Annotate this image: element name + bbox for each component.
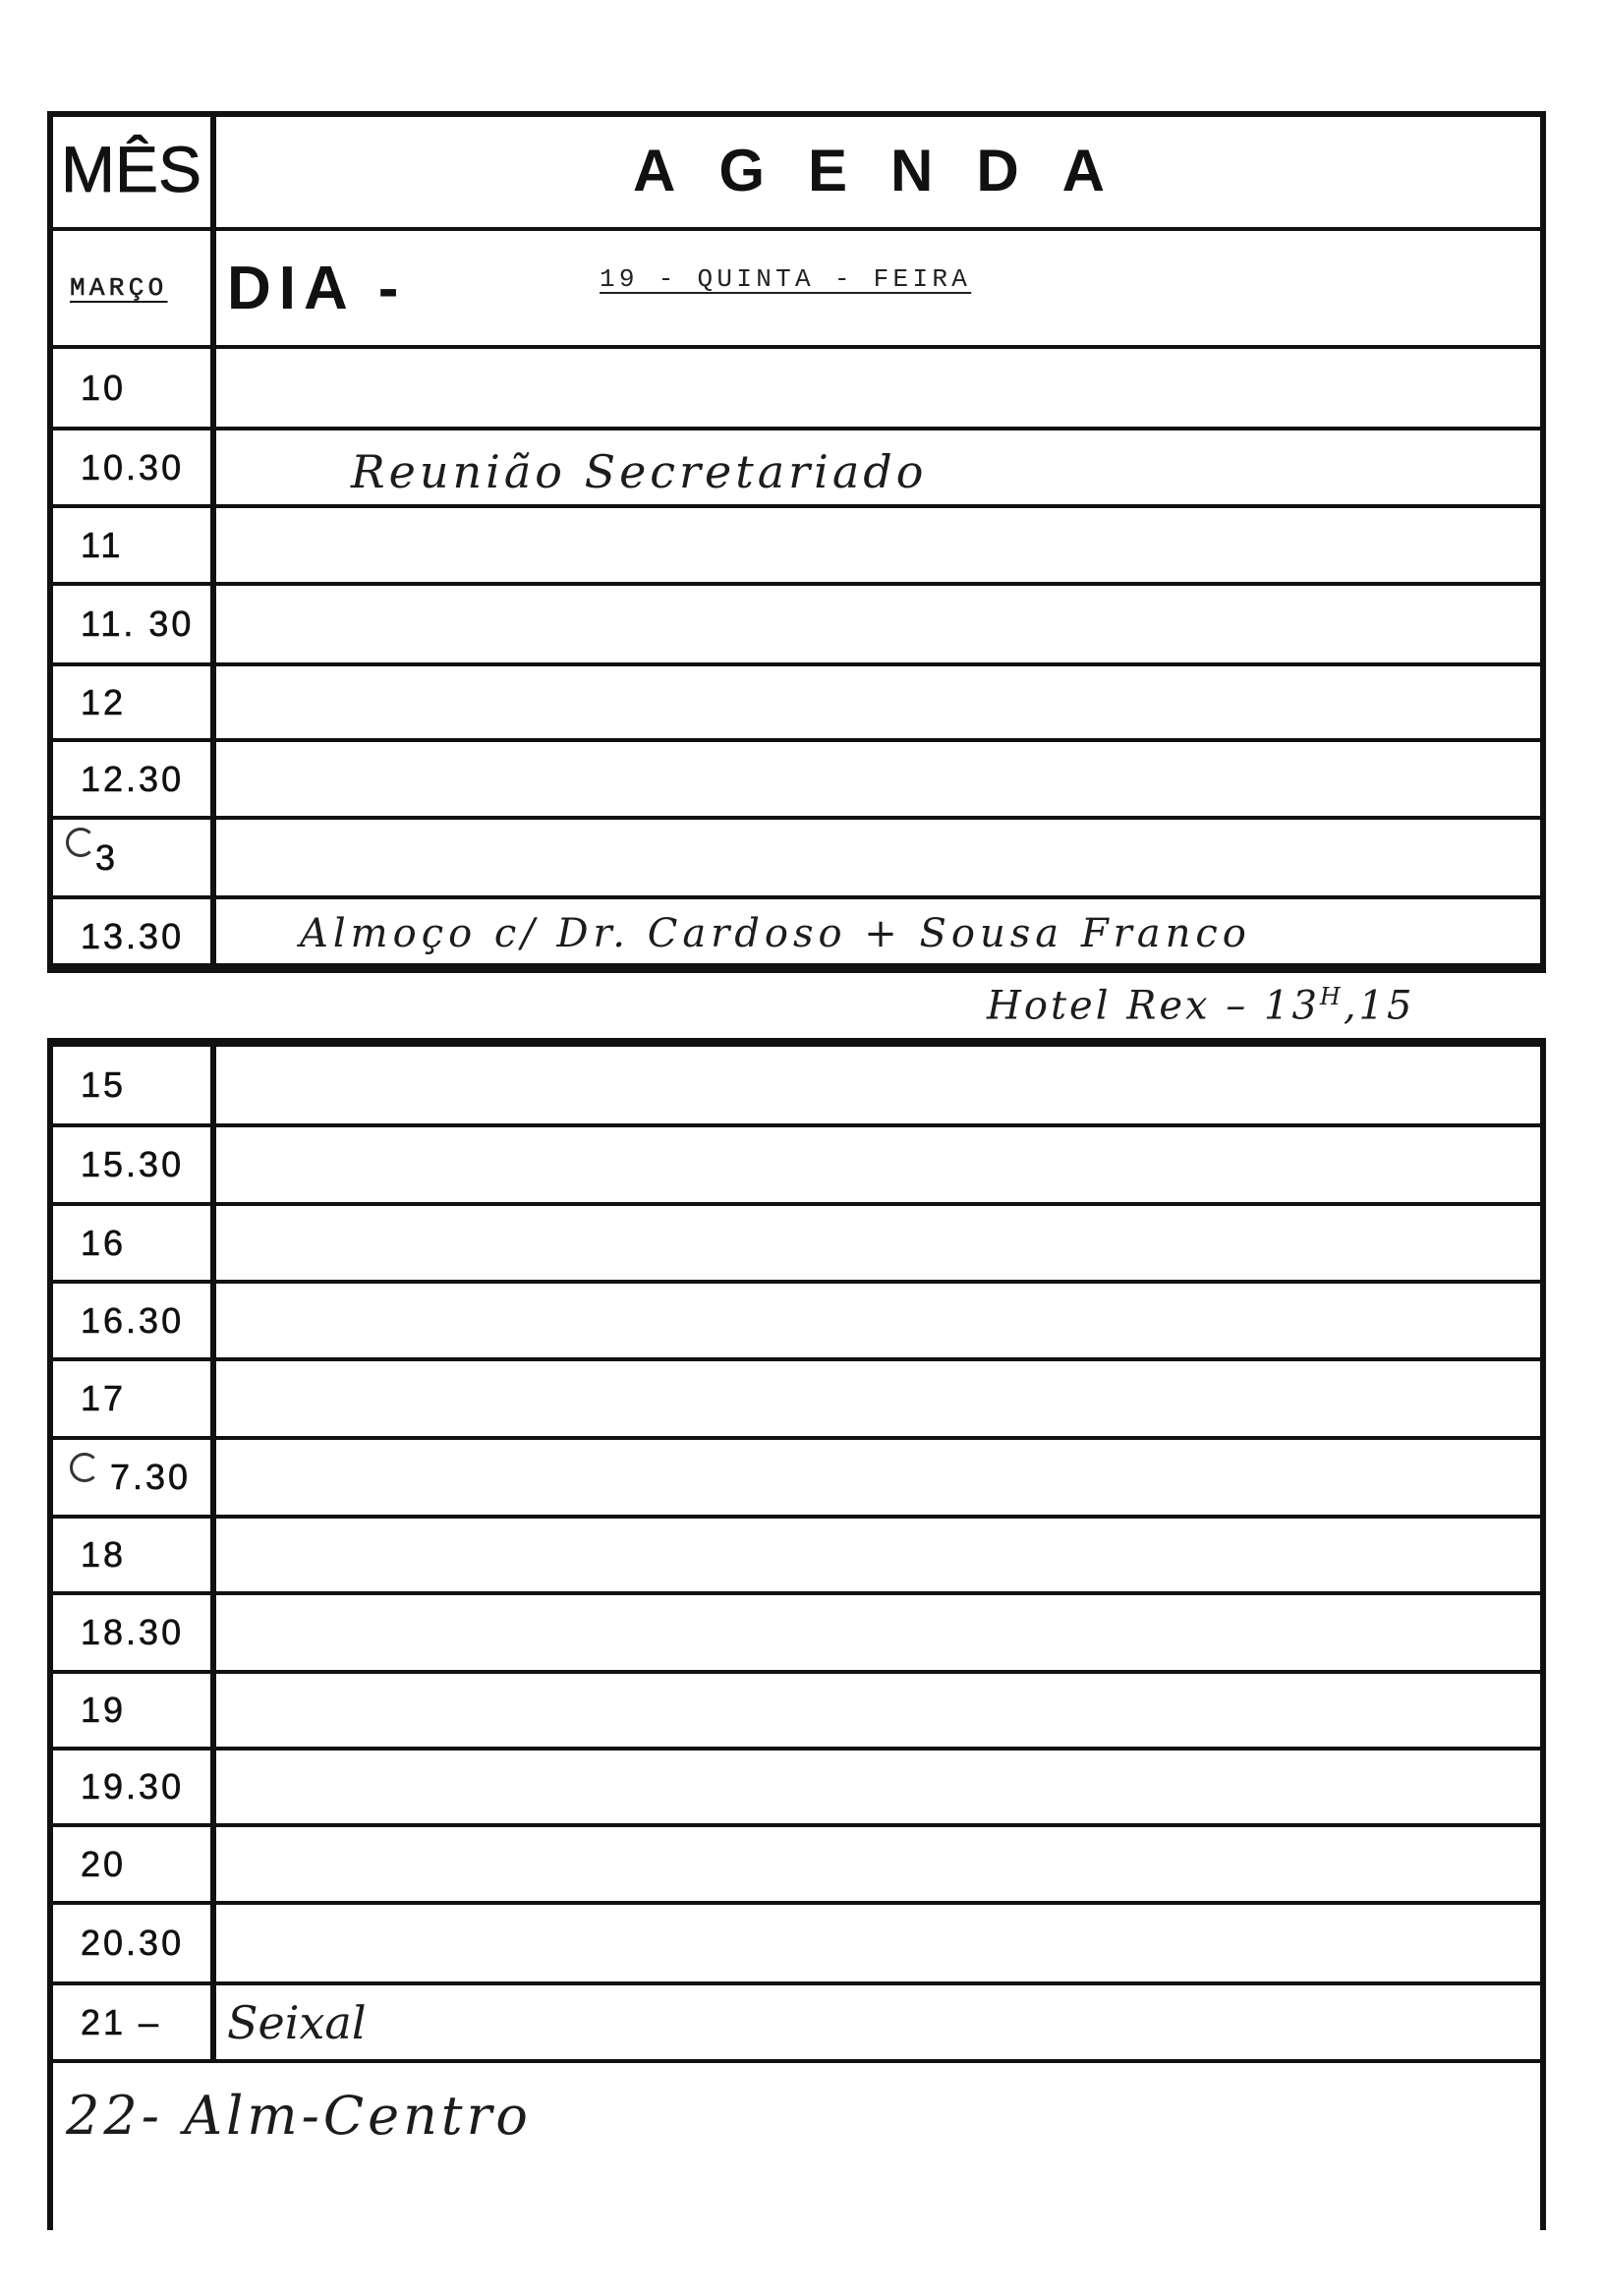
time-slot-row (47, 1047, 1546, 1123)
slot-note (216, 1284, 1540, 1357)
time-label: 15.30 (81, 1144, 185, 1184)
time-slot-row (47, 427, 1546, 504)
slot-note (216, 666, 1540, 738)
title-cell (216, 111, 1540, 227)
time-label: 16.30 (81, 1299, 185, 1341)
time-slot-row (47, 1123, 1546, 1202)
time-label: 12.30 (81, 758, 185, 799)
slot-note-handwritten: Reunião Secretariado (351, 444, 928, 498)
time-label: 11. 30 (81, 603, 195, 644)
day-cell (216, 231, 1540, 345)
slot-note (216, 820, 1540, 895)
time-label: 10 (81, 367, 127, 408)
slot-note (216, 349, 1540, 427)
time-label: 13.30 (81, 915, 185, 956)
footer-note-handwritten: 22- Alm-Centro (66, 2085, 532, 2147)
slot-note (216, 1127, 1540, 1202)
time-label: 21 – (81, 2001, 162, 2042)
time-slot-row (47, 738, 1546, 816)
time-slot-row (47, 1901, 1546, 1981)
header-row (47, 111, 1546, 227)
slot-note (216, 1361, 1540, 1436)
time-slot-row (47, 1670, 1546, 1747)
month-cell (47, 231, 210, 345)
column-divider (210, 1038, 216, 2059)
time-label: 20.30 (81, 1923, 185, 1963)
slot-note (216, 1440, 1540, 1515)
time-label: 7.30 (110, 1457, 192, 1497)
lunch-location-tail: ,15 (1343, 983, 1415, 1029)
lunch-location-sup: H (1319, 983, 1344, 1010)
time-slot-row (47, 1591, 1546, 1670)
time-label: 18 (81, 1534, 127, 1575)
time-label: 12 (81, 681, 127, 722)
slot-note-handwritten: Seixal (227, 1995, 367, 2049)
free-notes-area (47, 2059, 1546, 2230)
agenda-title: AGENDA (633, 138, 1149, 203)
time-label: 17 (81, 1378, 127, 1418)
time-slot-row (47, 1436, 1546, 1515)
time-label: 16 (81, 1222, 127, 1263)
time-slot-row (47, 345, 1546, 427)
slot-note (216, 508, 1540, 582)
slot-note (216, 586, 1540, 662)
slot-note (216, 1519, 1540, 1591)
time-slot-row (47, 1280, 1546, 1357)
slot-note (216, 1595, 1540, 1670)
month-heading: MÊS (61, 133, 202, 205)
date-value: 19 - QUINTA - FEIRA (600, 264, 972, 294)
time-slot-row (47, 1747, 1546, 1823)
slot-note (216, 1047, 1540, 1123)
time-slot-row (47, 1202, 1546, 1280)
slot-note (216, 742, 1540, 816)
time-slot-row (47, 1981, 1546, 2059)
time-slot-row (47, 582, 1546, 662)
time-label: 19 (81, 1690, 127, 1730)
time-slot-row (47, 504, 1546, 582)
slot-note (216, 1206, 1540, 1280)
time-label: 11 (81, 524, 124, 565)
column-divider (210, 111, 216, 973)
lunch-location-text: Hotel Rex – 13 (987, 983, 1320, 1029)
day-label: DIA - (227, 254, 407, 322)
time-label: 3 (95, 836, 119, 878)
time-label: 20 (81, 1843, 127, 1884)
time-slot-row (47, 662, 1546, 738)
time-slot-row (47, 1823, 1546, 1901)
slot-note (216, 1674, 1540, 1747)
month-value: MARÇO (70, 273, 168, 303)
time-label: 15 (81, 1064, 127, 1105)
time-label: 10.30 (81, 446, 185, 488)
slot-note-handwritten: Almoço c/ Dr. Cardoso + Sousa Franco (300, 910, 1251, 956)
time-label: 18.30 (81, 1612, 185, 1652)
time-slot-row (47, 895, 1546, 973)
slot-note (216, 1827, 1540, 1901)
morning-agenda-table (47, 111, 1546, 973)
time-slot-row (47, 816, 1546, 895)
time-slot-row (47, 1515, 1546, 1591)
slot-note (216, 1905, 1540, 1981)
time-slot-row (47, 1357, 1546, 1436)
slot-note (216, 1751, 1540, 1823)
time-label: 19.30 (81, 1766, 185, 1807)
lunch-location-note (987, 983, 1414, 1028)
afternoon-agenda-table (47, 1038, 1546, 2230)
date-row (47, 227, 1546, 345)
